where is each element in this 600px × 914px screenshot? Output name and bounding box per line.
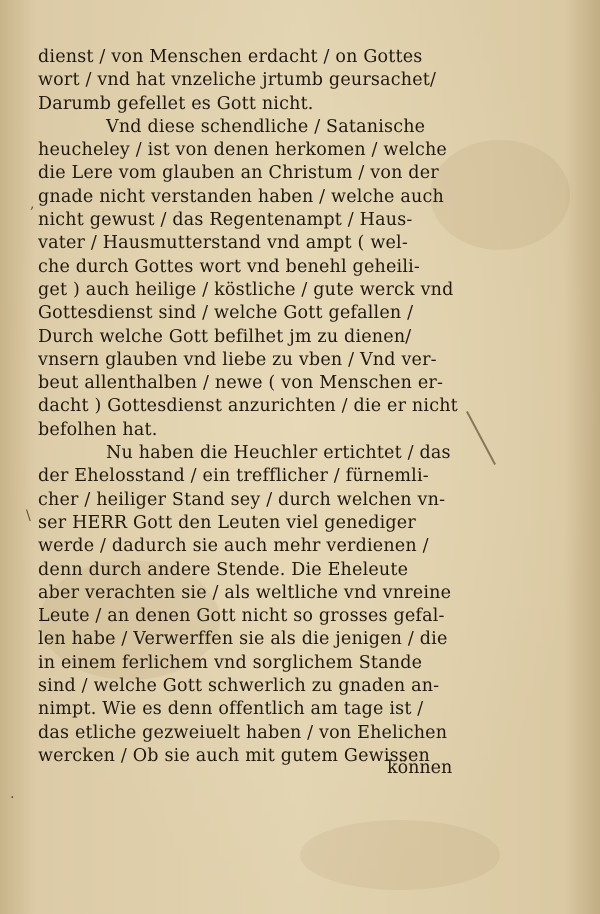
text-line: beut allenthalben / newe ( von Menschen er- [38,373,444,394]
margin-tick-mark: \ [26,508,31,524]
text-line: in einem ferlichem vnd sorglichem Stande [38,652,423,673]
text-line: get ) auch heilige / köstliche / gute werck vnd [38,279,454,300]
text-line: aber verachten sie / als weltliche vnd vnreine [38,582,452,603]
text-line: denn durch andere Stende. Die Eheleute [38,559,409,580]
text-line: der Ehelosstand / ein trefflicher / fürnemli- [38,466,429,487]
text-line: cher / heiliger Stand sey / durch welchen vn- [38,489,446,510]
text-line: befolhen hat. [38,419,158,440]
paragraph-start-line: Vnd diese schendliche / Satanische [106,116,426,137]
paper-stain [300,820,500,890]
text-line: vnsern glauben vnd liebe zu vben / Vnd ver- [38,349,437,370]
text-line: Darumb gefellet es Gott nicht. [38,93,314,114]
text-line: Leute / an denen Gott nicht so grosses gefal- [38,606,445,627]
text-line: nimpt. Wie es denn offentlich am tage ist / [38,699,424,720]
text-line: ser HERR Gott den Leuten viel genediger [38,512,416,533]
text-line: die Lere vom glauben an Christum / von der [38,163,439,184]
text-line: das etliche gezweiuelt haben / von Ehelichen [38,722,448,743]
paragraph-start-line: Nu haben die Heuchler ertichtet / das [106,443,451,464]
text-line: wercken / Ob sie auch mit gutem Gewissen [38,745,431,766]
text-line: che durch Gottes wort vnd benehl geheili- [38,256,421,277]
text-line: sind / welche Gott schwerlich zu gnaden an- [38,676,440,697]
margin-tick-mark: , [30,196,35,212]
text-line: dacht ) Gottesdienst anzurichten / die er nicht [38,396,458,417]
text-line: werde / dadurch sie auch mehr verdienen / [38,536,429,557]
text-line: wort / vnd hat vnzeliche jrtumb geursachet/ [38,70,437,91]
text-line: Gottesdienst sind / welche Gott gefallen / [38,303,414,324]
text-line: Durch welche Gott befilhet jm zu dienen/ [38,326,412,347]
text-line: vater / Hausmutterstand vnd ampt ( wel- [38,233,408,254]
text-line: nicht gewust / das Regentenampt / Haus- [38,210,413,231]
margin-dot-mark: · [10,790,15,806]
blackletter-text-block [38,46,478,768]
catchword: können [387,758,453,778]
text-line: dienst / von Menschen erdacht / on Gottes [38,47,423,67]
text-line: heucheley / ist von denen herkomen / welche [38,140,447,161]
text-line: gnade nicht verstanden haben / welche auch [38,186,444,207]
text-line: len habe / Verwerffen sie als die jenigen / die [38,629,448,650]
